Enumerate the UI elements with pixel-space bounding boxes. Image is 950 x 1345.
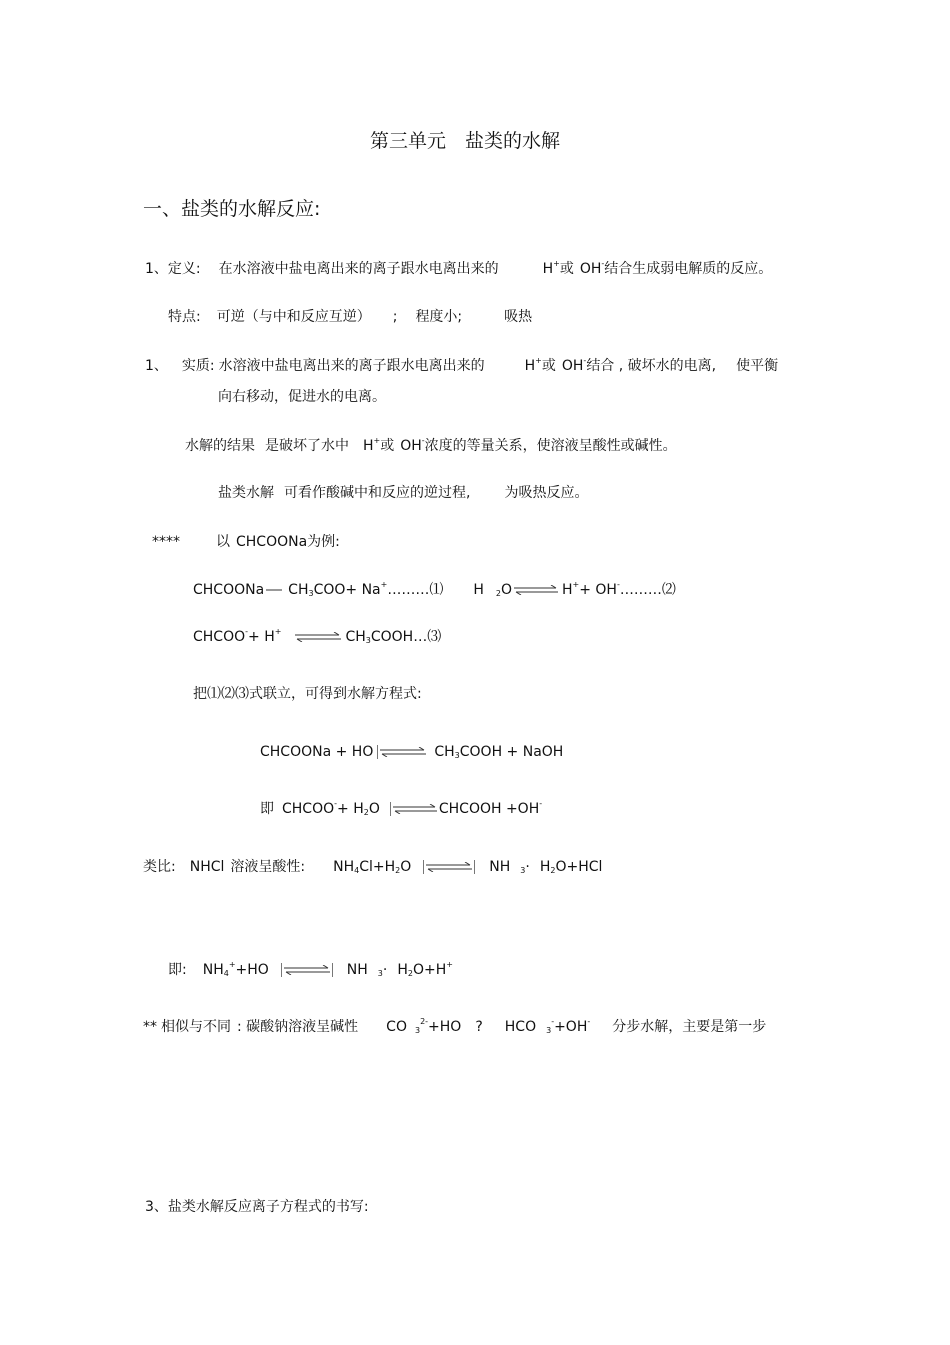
definition-text: 在水溶液中盐电离出来的离子跟水电离出来的 bbox=[218, 261, 499, 277]
or-text: 或 bbox=[541, 358, 556, 374]
features-line bbox=[168, 308, 532, 326]
ion-oh: OH bbox=[579, 261, 602, 277]
section-heading-3: 3、盐类水解反应离子方程式的书写: bbox=[145, 1199, 369, 1215]
or-text: 或 bbox=[559, 261, 574, 277]
ion-h: H bbox=[542, 261, 554, 277]
eq3-right: CH bbox=[345, 629, 366, 645]
essence-text-mid: 结合 , 破坏水的电离, bbox=[586, 358, 717, 374]
ion-h: H bbox=[524, 358, 536, 374]
ion-h: H bbox=[363, 438, 374, 454]
reverse-label: 盐类水解 bbox=[218, 485, 274, 501]
hydrolysis-right: CH bbox=[434, 744, 455, 760]
features-label: 特点: bbox=[168, 309, 201, 325]
example-compound: CHCOONa bbox=[236, 534, 308, 550]
definition-line: 1、定义: 在水溶液中盐电离出来的离子跟水电离出来的 H+或 OH-结合生成弱电解质的反应。 bbox=[145, 259, 773, 277]
hydrolysis-left: CHCOONa + HO bbox=[260, 744, 374, 760]
result-text-end: 浓度的等量关系，使溶液呈酸性或碱性。 bbox=[424, 438, 677, 454]
feature-reversible: 可逆（与中和反应互逆） bbox=[216, 309, 371, 325]
result-text: 是破坏了水中 bbox=[265, 438, 349, 454]
reverse-text: 可看作酸碱中和反应的逆过程, bbox=[284, 485, 471, 501]
essence-word: 实质: bbox=[181, 358, 215, 374]
analogy-left: NH bbox=[333, 859, 355, 875]
essence-line-2: 向右移动，促进水的电离。 bbox=[218, 389, 386, 405]
reverse-text-end: 为吸热反应。 bbox=[504, 485, 589, 501]
example-stars: **** bbox=[152, 534, 180, 550]
section-heading-1: 一、盐类的水解反应: bbox=[143, 198, 321, 220]
ion-oh: OH bbox=[400, 438, 422, 454]
equilibrium-arrow-icon bbox=[284, 965, 330, 975]
ionic-equation: 即 CHCOO-+ $H_2O$ CHCOOH +OH- bbox=[260, 799, 543, 817]
eq3-left: CHCOO bbox=[193, 629, 246, 645]
feature-endothermic: 吸热 bbox=[504, 309, 533, 325]
eq2-water: H bbox=[473, 582, 484, 598]
combine-text: 把⑴⑵⑶式联立，可得到水解方程式: bbox=[193, 686, 422, 702]
carbonate-line: ** 相似与不同 : 碳酸钠溶液呈碱性 CO $_3^{2-}$+HO ? HCO $_3$-+OH- 分步水解，主要是第一步 bbox=[143, 1017, 767, 1035]
ionic-prefix: 即 bbox=[260, 801, 274, 817]
example-text: 以 bbox=[216, 534, 230, 550]
essence-label: 1、 bbox=[145, 358, 168, 374]
carbonate-stars: ** bbox=[143, 1019, 157, 1035]
essence-line-1: 1、 实质: 水溶液中盐电离出来的离子跟水电离出来的 H+或 OH-结合 , 破坏水的电离, 使平衡 bbox=[145, 356, 779, 374]
analogy-label: 类比: bbox=[143, 859, 176, 875]
ionic-right: CHCOOH +OH bbox=[438, 801, 540, 817]
result-line: 水解的结果 是破坏了水中 H+或 OH-浓度的等量关系，使溶液呈酸性或碱性。 bbox=[185, 436, 677, 454]
feature-small-degree: 程度小; bbox=[415, 309, 463, 325]
single-arrow-icon bbox=[266, 586, 282, 594]
page-title: 第三单元 盐类的水解 bbox=[370, 130, 561, 152]
carbonate-ion: CO bbox=[386, 1019, 407, 1035]
bicarbonate-ion: HCO bbox=[504, 1019, 537, 1035]
carbonate-text-end: 分步水解，主要是第一步 bbox=[612, 1019, 767, 1035]
ammonium-prefix: 即: bbox=[168, 962, 187, 978]
eq1-left: CHCOONa bbox=[193, 582, 265, 598]
analogy-text: 溶液呈酸性: bbox=[230, 859, 306, 875]
eq2-products: H bbox=[561, 582, 573, 598]
analogy-line: 类比: NHCl 溶液呈酸性: $NH_4Cl+H_2O$ NH $_3\cdot H_2O+HCl$ bbox=[143, 859, 603, 875]
reverse-line bbox=[218, 484, 588, 502]
equilibrium-arrow-icon bbox=[295, 632, 341, 642]
carbonate-label: 相似与不同 bbox=[161, 1019, 231, 1035]
ammonium-right: NH bbox=[346, 962, 368, 978]
essence-text-end: 使平衡 bbox=[736, 358, 779, 374]
eq3-tag: …⑶ bbox=[413, 629, 442, 645]
ion-oh: OH bbox=[561, 358, 584, 374]
example-text-end: 为例: bbox=[307, 534, 340, 550]
carbonate-text: : 碳酸钠溶液呈碱性 bbox=[237, 1019, 359, 1035]
feature-separator: ; bbox=[392, 309, 398, 325]
ionic-left: CHCOO bbox=[282, 801, 335, 817]
example-line bbox=[152, 533, 340, 551]
eq1-tag: ………⑴ bbox=[387, 582, 444, 598]
equilibrium-arrow-icon bbox=[426, 862, 472, 872]
analogy-right: NH bbox=[489, 859, 511, 875]
essence-text: 水溶液中盐电离出来的离子跟水电离出来的 bbox=[218, 358, 485, 374]
equation-3: CHCOO-+ H+ $CH_3COOH\dots ⑶$ bbox=[193, 627, 442, 645]
equilibrium-arrow-icon bbox=[393, 804, 437, 814]
result-label: 水解的结果 bbox=[185, 438, 255, 454]
equilibrium-arrow-icon bbox=[380, 747, 426, 757]
or-text: 或 bbox=[380, 438, 395, 454]
ammonium-ionic-line: 即: $NH_4^++HO$ NH $_3\cdot H_2O+H^+$ bbox=[168, 960, 453, 978]
eq1-right: CH bbox=[288, 582, 309, 598]
equilibrium-arrow-icon bbox=[514, 585, 558, 595]
definition-label: 1、定义: bbox=[145, 261, 201, 277]
equation-1: CHCOONa $CH_3COO+$ Na+………⑴ H $_2$O H++ OH-………⑵ bbox=[193, 580, 676, 598]
analogy-salt: NHCl bbox=[189, 859, 225, 875]
carbonate-arrow-placeholder: ? bbox=[475, 1019, 483, 1035]
definition-text-end: 结合生成弱电解质的反应。 bbox=[604, 261, 773, 277]
ammonium-left: NH bbox=[202, 962, 224, 978]
hydrolysis-equation: CHCOONa + HO $CH_3COOH$ + NaOH bbox=[260, 744, 564, 760]
eq2-tag: ………⑵ bbox=[619, 582, 676, 598]
